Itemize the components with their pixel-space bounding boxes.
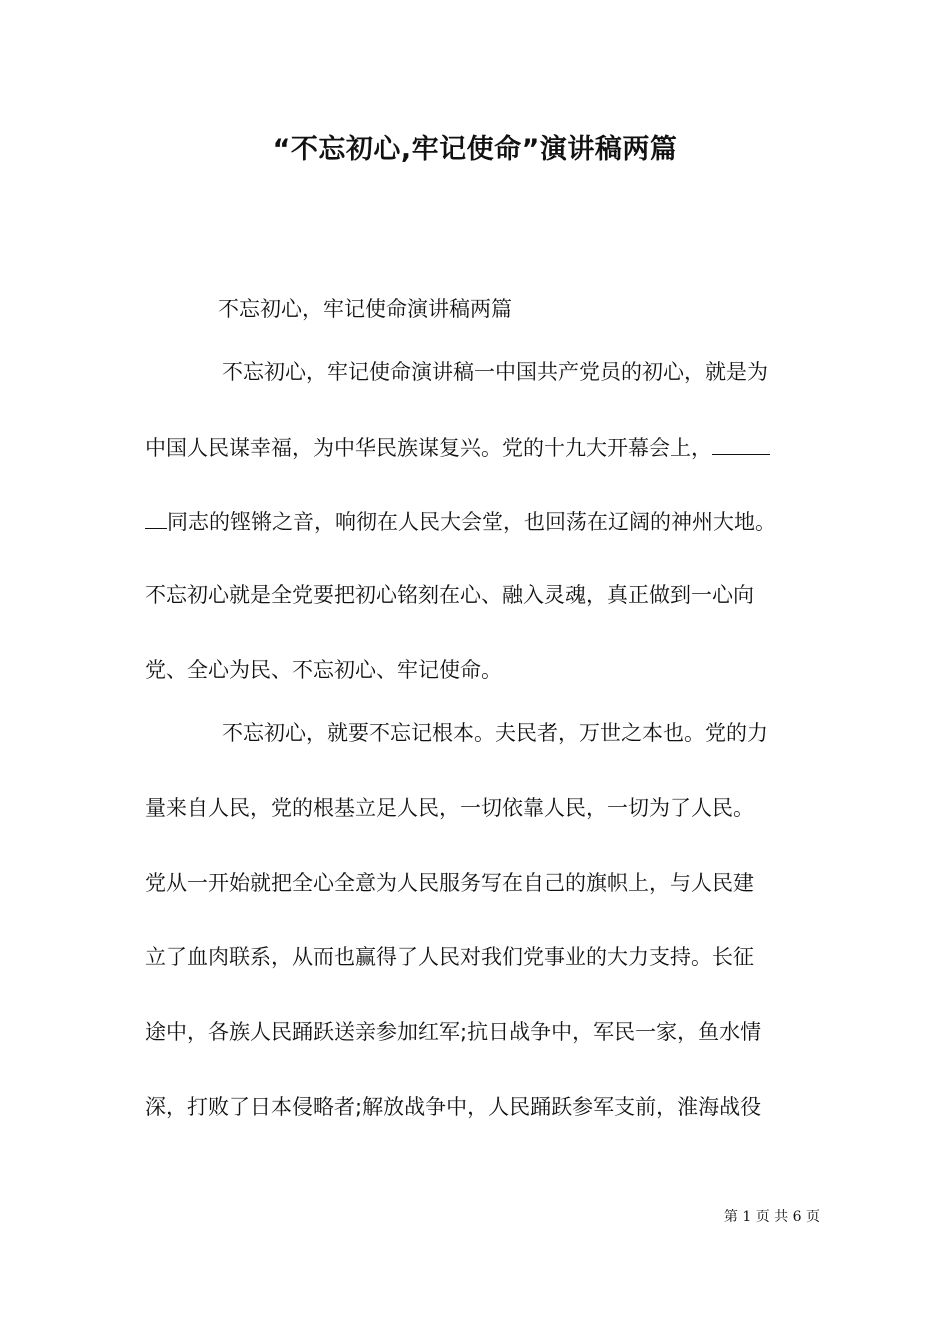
paragraph-2-line-5: 途中，各族人民踊跃送亲参加红军;抗日战争中，军民一家，鱼水情	[145, 1020, 762, 1044]
page-number-footer: 第 1 页 共 6 页	[723, 1209, 820, 1225]
paragraph-1-line-3-text: 同志的铿锵之音，响彻在人民大会堂，也回荡在辽阔的神州大地。	[167, 510, 776, 534]
name-blank-underline-continued	[145, 506, 167, 529]
paragraph-2-line-1: 不忘初心，就要不忘记根本。夫民者，万世之本也。党的力	[222, 721, 768, 745]
paragraph-2-line-2: 量来自人民，党的根基立足人民，一切依靠人民，一切为了人民。	[145, 796, 754, 820]
paragraph-2-line-6: 深，打败了日本侵略者;解放战争中，人民踊跃参军支前，淮海战役	[145, 1095, 762, 1119]
paragraph-2-line-3: 党从一开始就把全心全意为人民服务写在自己的旗帜上，与人民建	[145, 871, 754, 895]
paragraph-1-line-3	[145, 506, 825, 537]
document-title: “不忘初心,牢记使命”演讲稿两篇	[272, 134, 678, 165]
paragraph-1-line-2	[145, 432, 825, 463]
name-blank-underline	[712, 432, 770, 455]
paragraph-2-line-4: 立了血肉联系，从而也赢得了人民对我们党事业的大力支持。长征	[145, 945, 754, 969]
paragraph-1-line-4: 不忘初心就是全党要把初心铭刻在心、融入灵魂，真正做到一心向	[145, 583, 754, 607]
paragraph-1-line-2-text: 中国人民谋幸福，为中华民族谋复兴。党的十九大开幕会上，	[145, 436, 712, 460]
document-subtitle: 不忘初心，牢记使命演讲稿两篇	[218, 297, 512, 321]
paragraph-1-line-1: 不忘初心，牢记使命演讲稿一中国共产党员的初心，就是为	[222, 360, 768, 384]
paragraph-1-line-5: 党、全心为民、不忘初心、牢记使命。	[145, 658, 502, 682]
